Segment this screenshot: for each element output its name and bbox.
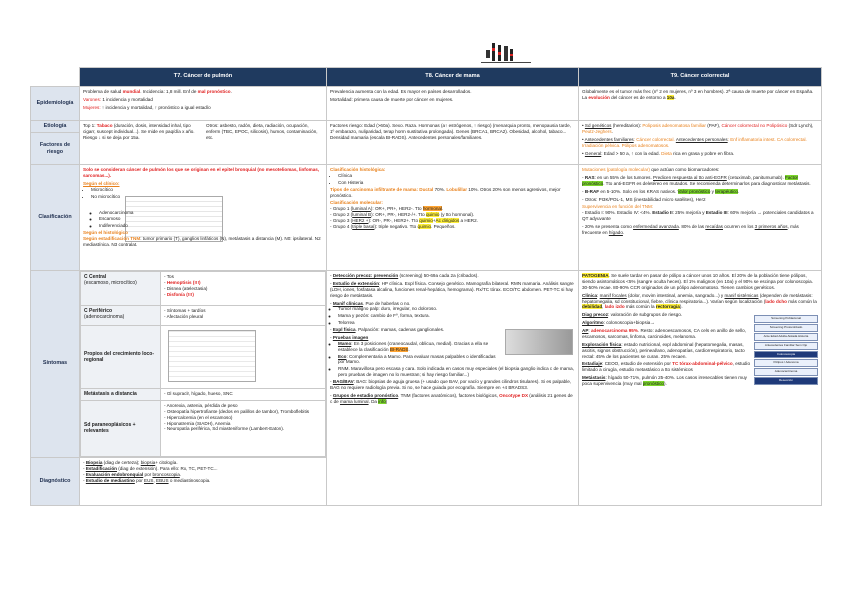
header-lung: T7. Cáncer de pulmón (80, 68, 327, 87)
sint-propios-image (161, 326, 326, 389)
clas-colon: Mutaciones (patología molecular) que actúan como biomarcadores: - RAS: en un 55% de los tumores. Predicen respuesta al tto anti-EGFR (cetuximab, panitumumab). Factor pronóstico. Tto anti-EGFR es deletéreo en mutados. Se recomienda determinarlos para diagnosticar metástasis. - B-RAF en 5-10%. Solo en los KRAS nativos. Valor pronóstico y terapéutico. - Otros: PI3K/POL-1, MS (inestabilidad micro satélites), Her2 Supervivencia en función del TNM: - Estadio I: 90%. Estadio IV: <4%. Estadio II: 25% mejoría y Estadio III: 60% mejoría → potenciales candidatos a QT adyuvante - 20% se presenta como enfermedad avanzada. 80% de las recaídas ocurren en los 3 primeros años, más frecuente en hígado. (579, 165, 822, 271)
mammography-image (505, 329, 573, 355)
sint-metastasis-label: Metástasis a distancia (81, 388, 161, 400)
etio-breast: Factores riesgo: Edad (>60a). Sexo. Raza. Hormonas (a↑ estrógenos, ↑ riesgo) (menarquia pronto, menopausia tarde, 1º embarazo, nuliparidad, terap horm sustitutiva prolongada). Genes (BRCA1, BRCA2). Obesidad, alcohol, tabaco... Densidad mamaria (escala BI-RADS). Antecedentes personales/familiares. (327, 121, 579, 165)
sint-paraneo-list: - Anorexia, astenia, pérdida de peso - Osteopatía hipertrofiante (dedos en palillos de tambor), Tromboflebitis - Hipercalcemia (en el escamoso) - Hiponatremia (SIADH), Anemia - Neuropatía periférica, Sd miasteniforme (Lambert-Eaton). (161, 400, 326, 456)
epi-breast: Prevalencia aumenta con la edad. Es mayor en países desarrollados. Mortalidad: primera causa de muerte por cáncer en mujeres. (327, 87, 579, 121)
epi-lung: Problema de salud mundial. Incidencia: 1,8 mill. Enf de mal pronóstico. Varones: 1 incidencia y mortalidad Mujeres: ↑ incidencia y mortalidad, ↑ pronóstico a igual estadío (80, 87, 327, 121)
sint-peri-label: C Periférico (adenocarcinoma) (81, 306, 161, 326)
row-clasificacion: Clasificación (31, 165, 80, 271)
row-diagnostico: Diagnóstico (31, 457, 80, 505)
epi-colon: Globalmente es el tumor más frec (nº 2 en mujeres, nº 3 en hombres). 2ª causa de muerte por cáncer en España. La evolución del cáncer es de entorno a 10a. (579, 87, 822, 121)
sint-lung (80, 271, 327, 458)
clas-breast: Clasificación histológica: • Clínica • Con Histeria Tipos de carcinoma infiltrante de mama: Ductal 70%. Lobulillar 10%. Otros 20% son menos agresivos, mejor pronóstico. Clasificación molecular: - Grupo 1 (luminal A): OR+, PR+, HER2-. Tto hormonal. - Grupo 2 (luminal B): OR+, PR-, HER2-/+. Tto quimio (y tto hormonal). - Grupo 3 (HER2 +): OR-, PR-, HER2+. Tto quimio+Ac dirigidos a HER2. - Grupo 4 (triple basal): triple negativo. Tto quimio. Pequeños. (327, 165, 579, 271)
etio-lung: Top 1: Tabaco (duración, dosis, intensidad inhal, tipo cigarr, suscept individual...). Se mide en paq/día x año. Riesgo ↓ si se deja por 15a. Otros: asbesto, radón, dieta, radiación, ocupación, enferm (TBC, EPOC, silicosis), humos, contaminación, etc. (80, 121, 327, 165)
sint-colon: PATOGENIA. Se suele tardar en pasar de pólipo a cáncer unos 10 años. El 20% de la población tiene pólipos, siendo asintomáticos <5% (sangre oculta heces). El 1% malignos (en 10a) y el 90% se escinpa por colonoscopia. 30-50% recae. 80-90% CCR originados de un pólipo adenomatoso. Tienen cambios genéticos. Clínica: manif focales (dolor, movim intestinal, anemia, sangrado...) y manif sistémicas (dependen de metástasis: hepatomegalia, sd constitucional, fiebre, clínica respiratoria...). Varían según localización (lado dcho más común la debilidad, lado izdo más común la rectorragia). Screening Poblacional Screening Protocolizado Ante Edad Adulta Aislada Historia Antecedentes Familiar Sem Ojo Colonoscopia Pólipos / Adenoma Adenocarcinoma Resección Diag precoz: valoración de subgrupos de riesgo. Algoritmo: colonoscopia+biopsia→ AP: adenocarcinoma 95%. Resto: adenoescamosos, CA cels en anillo de sello, escamosos, sarcomas, linfoma, carcinoides, melanoma. Exploración física: estado nutricional, expl abdominal (hepatomegalia, masas, ascitis, signos obstrucción), perineal/ano, adenopatías, cardiorrespiratorio, tacto rectal: 45% de los pacientes se curan. 25% recaen. Estadiaje: CEOO, estudio de extensión por TC tórax-abdominal-pélvico, estudio limitado a cirugía, estudio metastásico a tto sistémicos Metástasis: hígado 50-71%, pulmón 25-40%. Los casos irresecables tienen muy poca supervivencia (muy mal pronóstico). (579, 271, 822, 506)
screening-diagram: Screening Poblacional Screening Protocolizado Ante Edad Adulta Aislada Historia Antecedentes Familiar Sem Ojo Colonoscopia Pólipos / Adenoma Adenocarcinoma Resección (754, 314, 818, 396)
etio-colon: • Sd genéticos (hereditarios): Poliposis adenomatosa familiar (PAF), Cáncer colorrectal no Polipósico (Sdr Lynch), Peutz-Jeghers. • Antecedentes familiares: Cáncer colorrectal. Antecedentes personales: Enf inflamatoria intest. CA colorrectal. Irradiación pélvica. Pólipos adenomatosos. • General: Edad > 50 a, ↑ con la edad. Dieta rica en grasa y pobre en fibra. (579, 121, 822, 165)
histology-table-image (125, 196, 223, 242)
sint-metastasis-list: - Gl supraclr, hígado, hueso, SNC (161, 388, 326, 400)
sint-propios-label: Propios del crecimiento loco-regional (81, 326, 161, 389)
logo-image (478, 40, 534, 66)
row-etiologia: Etiología (31, 121, 80, 133)
summary-sheet (30, 67, 821, 506)
clas-lung: Solo se consideran cáncer de pulmón los que se originan en el epitel bronquial (no mesoteliomas, linfomas, sarcomas...). Según el clínico: • Microcítico • No microcítico ◦ Adenocarcinoma ◦ Escamoso ◦ Indiferenciado Según el histológico Según estadificación TNM: tumor primario (T), ganglios linfáticos (N), metástasis a distancia (M). N0: ipsilateral. N2 mediastínica. N3 contralat. (80, 165, 327, 271)
header-colon: T9. Cáncer colorrectal (579, 68, 822, 87)
diag-lung: - Biopsia (diag de certeza); biopsia+ citología. - Estadificación (diag de extensión). Para ello: Rx, TC, PET-TC... - Evaluación endobronquial por broncoscopia. - Estudio de mediastino por EUS, EBUS o mediastinoscopia. (80, 457, 327, 505)
corner-cell (31, 68, 80, 87)
sint-paraneo-label: Sd paraneoplásicos + relevantes (81, 400, 161, 456)
sint-central-label: C Central (escamoso, microcítico) (81, 272, 161, 306)
row-epidemiologia: Epidemiología (31, 87, 80, 121)
row-factores: Factores de riesgo (31, 133, 80, 165)
sint-central-list: - Tos - Hemoptisis (!!!) - Disnea (atelectasia) - Disfonía (!!!) (161, 272, 326, 306)
summary-table (30, 67, 822, 506)
header-breast: T8. Cáncer de mama (327, 68, 579, 87)
sint-breast: - Detección precoz: prevención (screening) 50-69a cada 2a (cribados). - Estudio de extensión: HP clínica. Expl física. Consejo genético. Mamografía bilateral. RMN mamaria. Análisis sangre (LDH, iones, fosfatasa alcalina, funciones renal-hepática, hemograma). Rx/TC tórax. ECO/TC abdomen. PET-TC si hay riesgo de metástasis. - Manif clínicas. Pue de haberlas o no. ◦ Tumor maligno palp: duro, irregular, no doloroso. ◦ Mama y pezón: cambio de Fº, forma, textura. ◦ Telorrea - Expl física. Palpación: mamas, cadenas ganglionales. - Pruebas imagen ◦ Mamo: En 3 posiciones (craneocaudal, oblicua, medial). Gracias a ella se establece la clasificación BI-RADS. ◦ Eco: Complementaria a Mamo. Para evaluar masas palpables o identificadas por Mamo. ◦ RNM. Maravillosa pero escasa y cara. Solo indicada en casos muy especiales (el biopsia ganglio indica c de mama, pero pruebas de imagen no lo muestran; si hay riesgo familiar...) - BAG/BAV: BAG: biopsias de aguja gruesa (+ usado que BAV, por vacío y grandes cilindros tisulares). Si es palpable, BAG no requiere radiología previa. Si no, se hace guiada por ecografía. Siempre en +4 BRADS3. - Grupos de estadio pronóstico. TNM (factores anatómicos), factores biológicos, Oncotype DX (análisis 21 genes de c de mama luminal. Da info) (327, 271, 579, 506)
sint-peri-list: - Síntomas + tardíos - Afectación pleural (161, 306, 326, 326)
row-sintomas: Síntomas (31, 271, 80, 458)
